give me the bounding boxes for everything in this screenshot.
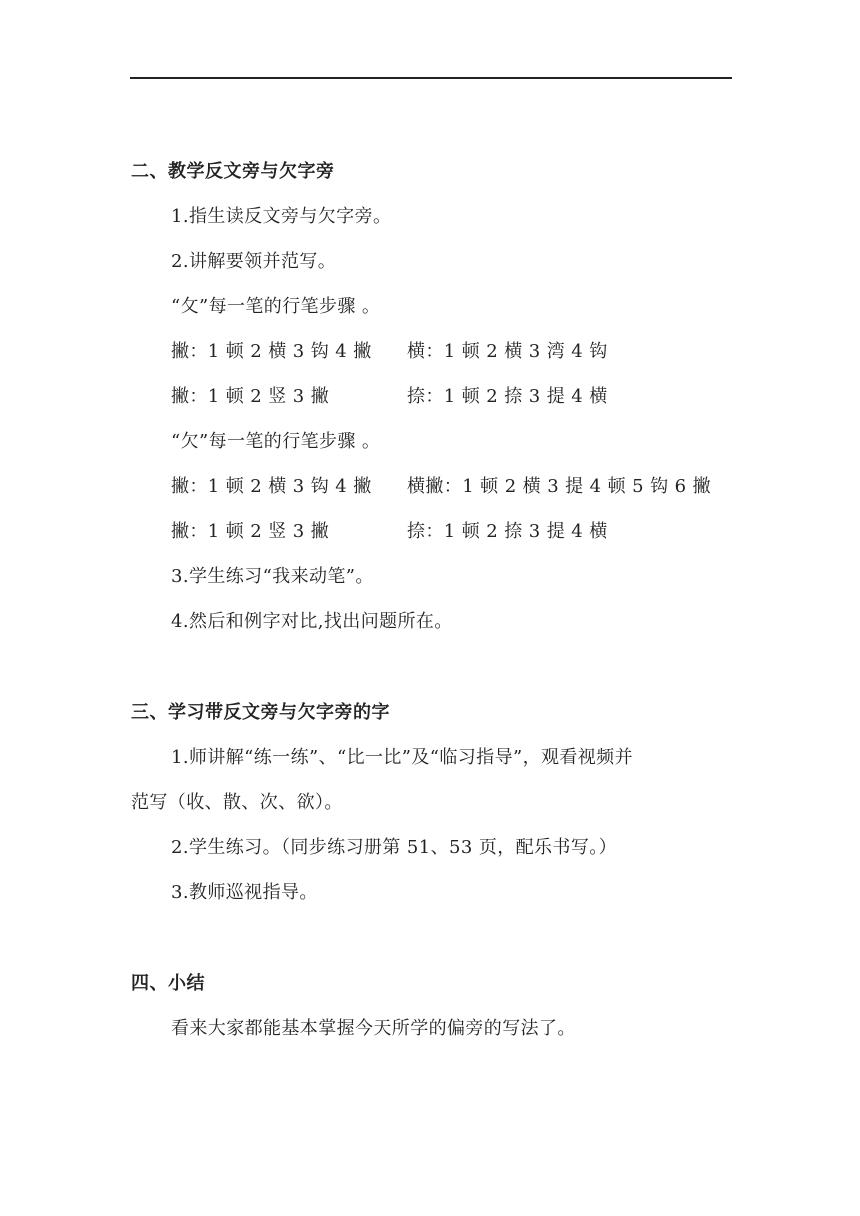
list-item: 1.指生读反文旁与欠字旁。 [171, 206, 392, 227]
stroke-group-title: “攵”每一笔的行笔步骤 。 [171, 296, 381, 317]
list-item-continuation: 范写（收、散、次、欲）。 [131, 792, 343, 813]
list-item: 1.师讲解“练一练”、“比一比”及“临习指导”，观看视频并 [171, 747, 633, 768]
stroke-step: 捺：1 顿 2 捺 3 提 4 横 [407, 386, 608, 407]
stroke-step: 捺：1 顿 2 捺 3 提 4 横 [407, 521, 608, 542]
stroke-step: 撇：1 顿 2 横 3 钩 4 撇 [171, 341, 372, 362]
list-item: 3.学生练习“我来动笔”。 [171, 566, 374, 587]
stroke-step: 横：1 顿 2 横 3 湾 4 钩 [407, 341, 608, 362]
list-item: 4.然后和例字对比,找出问题所在。 [171, 611, 453, 632]
stroke-group-title: “欠”每一笔的行笔步骤 。 [171, 431, 381, 452]
list-item: 3.教师巡视指导。 [171, 882, 318, 903]
section-heading-2: 二、教学反文旁与欠字旁 [131, 161, 335, 182]
header-rule [130, 77, 732, 79]
section-heading-3: 三、学习带反文旁与欠字旁的字 [131, 702, 390, 723]
stroke-step: 撇：1 顿 2 横 3 钩 4 撇 [171, 476, 372, 497]
summary-text: 看来大家都能基本掌握今天所学的偏旁的写法了。 [171, 1018, 576, 1039]
stroke-step: 撇：1 顿 2 竖 3 撇 [171, 521, 330, 542]
list-item: 2.学生练习。（同步练习册第 51、53 页，配乐书写。） [171, 837, 618, 858]
stroke-step: 横撇：1 顿 2 横 3 提 4 顿 5 钩 6 撇 [407, 476, 712, 497]
section-heading-4: 四、小结 [131, 973, 205, 994]
list-item: 2.讲解要领并范写。 [171, 251, 337, 272]
stroke-step: 撇：1 顿 2 竖 3 撇 [171, 386, 330, 407]
